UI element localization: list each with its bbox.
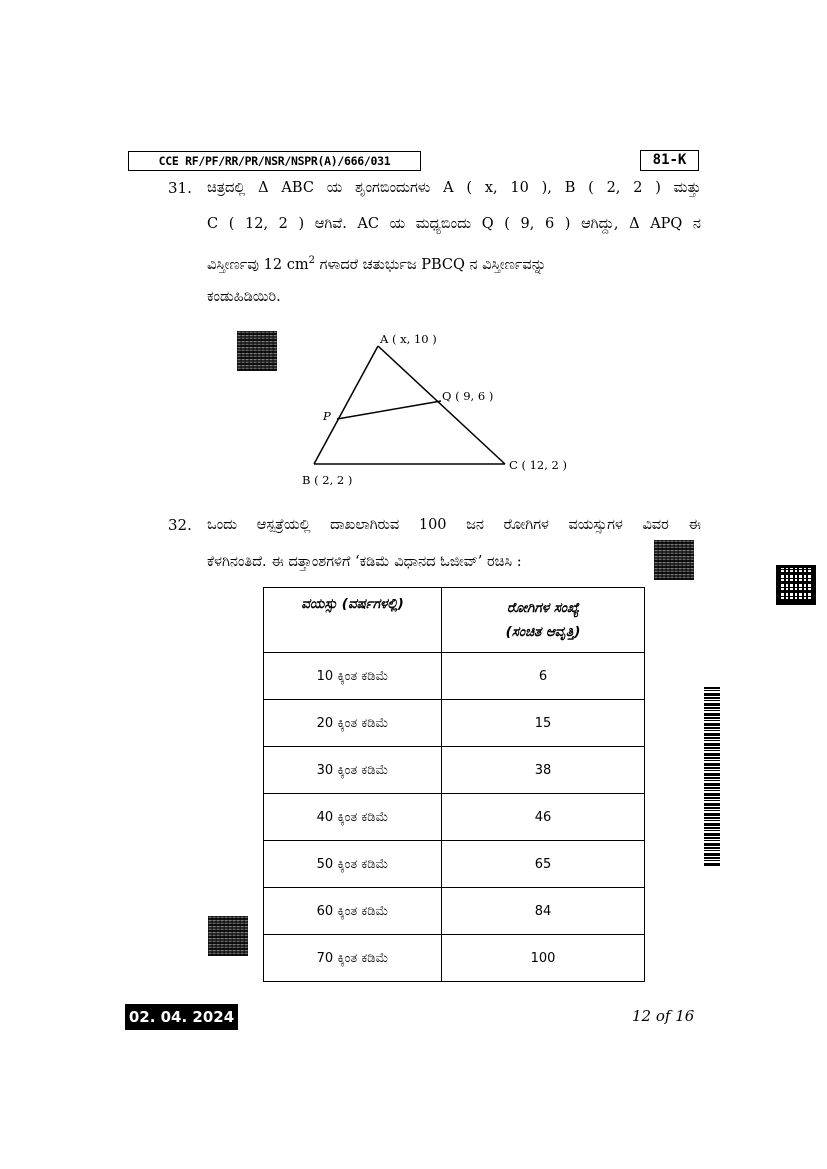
triangle-figure — [290, 325, 590, 495]
header-count — [442, 588, 645, 653]
header-age: ವಯಸ್ಸು (ವರ್ಷಗಳಲ್ಲಿ) — [264, 588, 442, 653]
count-cell: 15 — [442, 700, 645, 747]
count-cell: 84 — [442, 888, 645, 935]
side-ac — [378, 346, 505, 464]
scan-code-icon — [654, 540, 694, 580]
count-cell: 6 — [442, 653, 645, 700]
qr-code-icon — [776, 565, 816, 605]
header-count-line-2: (ಸಂಚಿತ ಆವೃತ್ತಿ) — [505, 624, 581, 640]
scan-code-icon — [208, 916, 248, 956]
age-cell: 60 ಕ್ಕಿಂತ ಕಡಿಮೆ — [264, 888, 442, 935]
table-header-row — [264, 588, 645, 653]
vertex-c-label: C ( 12, 2 ) — [509, 458, 567, 472]
count-cell: 46 — [442, 794, 645, 841]
cumulative-frequency-table — [263, 587, 645, 982]
question-31-line-1: ಚಿತ್ರದಲ್ಲಿ Δ ABC ಯ ಶೃಂಗಬಿಂದುಗಳು A ( x, 10 ), B ( 2, 2 ) ಮತ್ತು — [207, 180, 701, 196]
table-row — [264, 653, 645, 700]
question-32-line-1: ಒಂದು ಆಸ್ಪತ್ರೆಯಲ್ಲಿ ದಾಖಲಾಗಿರುವ 100 ಜನ ರೋಗಿಗಳ ವಯಸ್ಸುಗಳ ವಿವರ ಈ — [207, 517, 701, 533]
table-row — [264, 888, 645, 935]
count-cell: 100 — [442, 935, 645, 982]
segment-pq — [337, 401, 441, 419]
table-row — [264, 841, 645, 888]
point-p-label: P — [323, 409, 331, 423]
age-cell: 40 ಕ್ಕಿಂತ ಕಡಿಮೆ — [264, 794, 442, 841]
table-row — [264, 794, 645, 841]
scan-code-icon — [237, 331, 277, 371]
point-q-label: Q ( 9, 6 ) — [442, 389, 494, 403]
area-text: ವಿಸ್ತೀರ್ಣವು 12 cm — [207, 256, 309, 273]
vertex-b-label: B ( 2, 2 ) — [302, 473, 353, 487]
question-31-line-2: C ( 12, 2 ) ಆಗಿವೆ. AC ಯ ಮಧ್ಯಬಿಂದು Q ( 9, 6 ) ಆಗಿದ್ದು, Δ APQ ನ — [207, 216, 701, 232]
paper-code-box: CCE RF/PF/RR/PR/NSR/NSPR(A)/666/031 — [128, 151, 421, 171]
count-cell: 65 — [442, 841, 645, 888]
age-cell: 70 ಕ್ಕಿಂತ ಕಡಿಮೆ — [264, 935, 442, 982]
count-cell: 38 — [442, 747, 645, 794]
paper-number-box: 81-K — [640, 150, 699, 171]
area-superscript: 2 — [308, 255, 315, 266]
question-31-line-3 — [207, 251, 701, 275]
quadrilateral-text: ಗಳಾದರೆ ಚತುರ್ಭುಜ PBCQ ನ ವಿಸ್ತೀರ್ಣವನ್ನು — [314, 256, 547, 273]
header-count-line-1: ರೋಗಿಗಳ ಸಂಖ್ಯೆ — [506, 600, 580, 616]
table-row — [264, 747, 645, 794]
age-cell: 30 ಕ್ಕಿಂತ ಕಡಿಮೆ — [264, 747, 442, 794]
exam-date-badge: 02. 04. 2024 — [125, 1004, 238, 1030]
question-31-line-4: ಕಂಡುಹಿಡಿಯಿರಿ. — [207, 289, 281, 305]
vertex-a-label: A ( x, 10 ) — [380, 332, 437, 346]
age-cell: 50 ಕ್ಕಿಂತ ಕಡಿಮೆ — [264, 841, 442, 888]
question-32-line-2: ಕೆಳಗಿನಂತಿದೆ. ಈ ದತ್ತಾಂಶಗಳಿಗೆ ‘ಕಡಿಮೆ ವಿಧಾನದ ಓಜೀವ್’ ರಚಿಸಿ : — [207, 554, 522, 570]
age-cell: 10 ಕ್ಕಿಂತ ಕಡಿಮೆ — [264, 653, 442, 700]
table-row — [264, 700, 645, 747]
question-31-number: 31. — [168, 179, 192, 197]
barcode-icon — [704, 687, 720, 867]
age-cell: 20 ಕ್ಕಿಂತ ಕಡಿಮೆ — [264, 700, 442, 747]
side-ab — [314, 346, 378, 464]
table-row — [264, 935, 645, 982]
page-number: 12 of 16 — [632, 1007, 695, 1025]
question-32-number: 32. — [168, 516, 192, 534]
